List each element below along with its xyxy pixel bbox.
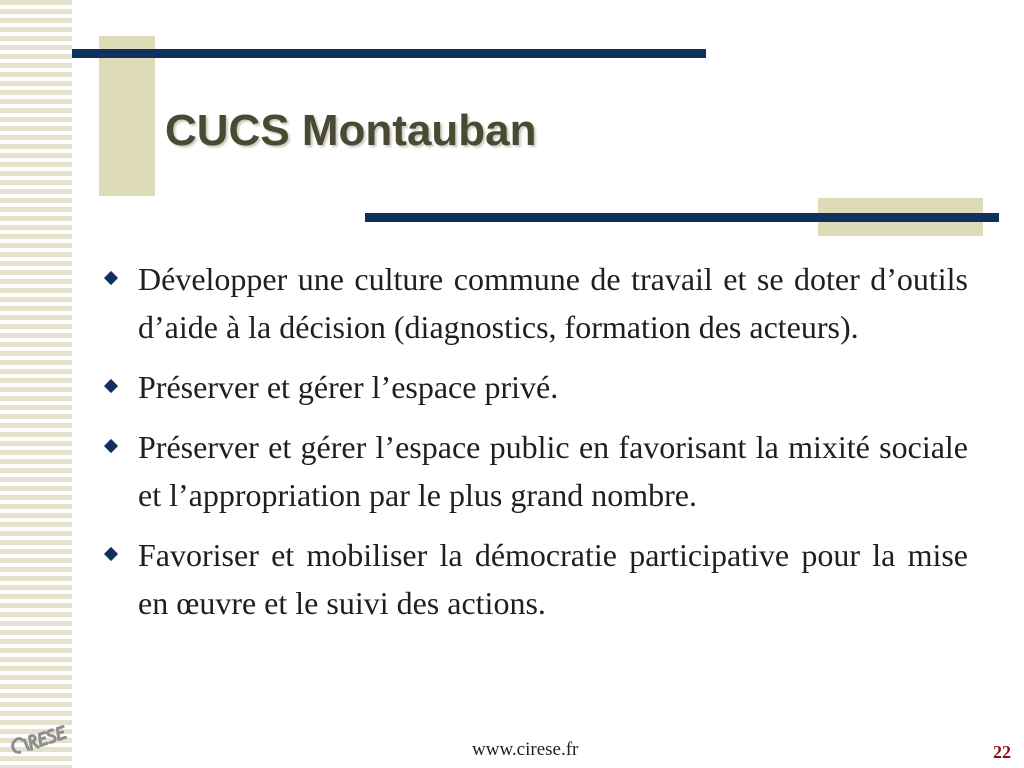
bullet-item-1 <box>100 255 968 351</box>
bullet-item-4 <box>100 531 968 627</box>
page-number: 22 <box>993 742 1011 762</box>
bullet-text: Préserver et gérer l’espace privé. <box>138 369 559 405</box>
footer-url: www.cirese.fr <box>472 739 579 760</box>
slide-title: CUCS Montauban <box>165 106 537 155</box>
bullet-text: Favoriser et mobiliser la démocratie participative pour la mise en œuvre et le suivi des actions. <box>138 537 968 621</box>
bullet-text: Préserver et gérer l’espace public en favorisant la mixité sociale et l’appropriation par le plus grand nombre. <box>138 429 968 513</box>
bullet-item-3 <box>100 423 968 519</box>
cirese-logo <box>8 718 68 762</box>
decorative-stripes <box>0 0 72 768</box>
bullet-list <box>100 255 968 639</box>
diamond-bullet-icon <box>104 271 118 285</box>
diamond-bullet-icon <box>104 379 118 393</box>
top-rule <box>72 49 706 58</box>
bottom-rule <box>365 213 999 222</box>
diamond-bullet-icon <box>104 547 118 561</box>
bullet-text: Développer une culture commune de travail et se doter d’outils d’aide à la décision (diagnostics, formation des acteurs). <box>138 261 968 345</box>
bullet-item-2 <box>100 363 968 411</box>
diamond-bullet-icon <box>104 439 118 453</box>
title-accent-block <box>99 36 155 196</box>
